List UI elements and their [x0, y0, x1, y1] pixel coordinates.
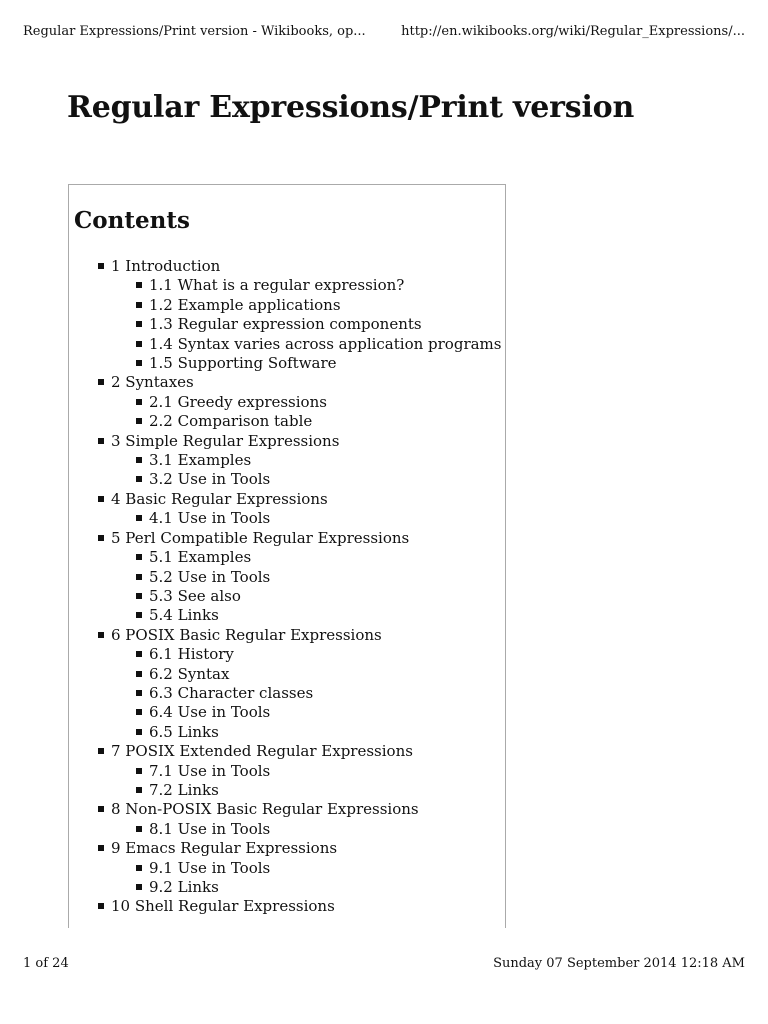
toc-link-label: 7 POSIX Extended Regular Expressions: [111, 742, 413, 761]
toc-subitem: [136, 684, 505, 703]
toc-sublink[interactable]: [136, 548, 505, 567]
toc-sublink-label: 1.5 Supporting Software: [149, 354, 337, 373]
toc-subitem: [136, 393, 505, 412]
toc-link[interactable]: [98, 529, 505, 548]
toc-link[interactable]: [98, 490, 505, 509]
bullet-icon: [136, 729, 142, 735]
toc-subitem: [136, 354, 505, 373]
toc-sublink-label: 5.2 Use in Tools: [149, 567, 271, 586]
bullet-icon: [98, 438, 104, 444]
bullet-icon: [136, 321, 142, 327]
toc-sublink[interactable]: [136, 296, 505, 315]
toc-item: [98, 839, 505, 897]
toc-subitem: [136, 665, 505, 684]
bullet-icon: [136, 399, 142, 405]
table-of-contents: [68, 184, 506, 928]
header-url: http://en.wikibooks.org/wiki/Regular_Expressions/...: [401, 24, 745, 39]
bullet-icon: [136, 671, 142, 677]
toc-subitem: [136, 315, 505, 334]
bullet-icon: [136, 554, 142, 560]
toc-sublink[interactable]: [136, 820, 505, 839]
toc-sublink[interactable]: [136, 587, 505, 606]
toc-link-label: 1 Introduction: [111, 257, 221, 275]
toc-subitem: [136, 781, 505, 800]
toc-item: [98, 490, 505, 529]
toc-subitem: [136, 548, 505, 567]
toc-subitem: [136, 296, 505, 315]
toc-sublist: [98, 548, 505, 626]
toc-subitem: [136, 762, 505, 781]
print-datetime: Sunday 07 September 2014 12:18 AM: [493, 956, 745, 971]
bullet-icon: [98, 845, 104, 851]
toc-sublink-label: 9.2 Links: [149, 878, 219, 896]
toc-subitem: [136, 509, 505, 528]
toc-item: [98, 432, 505, 490]
toc-sublink-label: 3.2 Use in Tools: [149, 470, 271, 489]
toc-sublink[interactable]: [136, 393, 505, 412]
toc-sublink[interactable]: [136, 568, 505, 587]
print-header: [23, 24, 745, 40]
toc-link[interactable]: [98, 257, 505, 276]
toc-sublink-label: 9.1 Use in Tools: [149, 858, 271, 877]
toc-item: [98, 626, 505, 742]
toc-subitem: [136, 645, 505, 664]
toc-sublink[interactable]: [136, 606, 505, 625]
toc-sublink-label: 6.2 Syntax: [149, 664, 230, 683]
toc-sublink-label: 5.4 Links: [149, 606, 219, 625]
bullet-icon: [98, 903, 104, 909]
toc-sublink[interactable]: [136, 354, 505, 373]
bullet-icon: [98, 496, 104, 502]
toc-sublink[interactable]: [136, 665, 505, 684]
toc-subitem: [136, 723, 505, 742]
toc-sublink-label: 5.1 Examples: [149, 548, 252, 567]
toc-link-label: 5 Perl Compatible Regular Expressions: [111, 528, 410, 547]
toc-sublink-label: 6.4 Use in Tools: [149, 703, 271, 722]
toc-subitem: [136, 606, 505, 625]
toc-sublink[interactable]: [136, 878, 505, 897]
toc-sublist: [98, 859, 505, 898]
bullet-icon: [136, 787, 142, 793]
toc-link[interactable]: [98, 432, 505, 451]
toc-sublist: [98, 820, 505, 839]
toc-sublink[interactable]: [136, 470, 505, 489]
bullet-icon: [98, 632, 104, 638]
toc-sublink-label: 7.2 Links: [149, 780, 219, 799]
bullet-icon: [136, 515, 142, 521]
toc-item: [98, 373, 505, 431]
bullet-icon: [136, 282, 142, 288]
toc-sublink-label: 1.4 Syntax varies across application programs: [149, 334, 502, 353]
toc-list: [98, 257, 505, 917]
toc-item: [98, 897, 505, 916]
toc-sublink[interactable]: [136, 684, 505, 703]
toc-sublink-label: 2.2 Comparison table: [149, 412, 313, 431]
bullet-icon: [136, 457, 142, 463]
toc-item: [98, 800, 505, 839]
toc-subitem: [136, 568, 505, 587]
toc-subitem: [136, 703, 505, 722]
toc-sublink[interactable]: [136, 781, 505, 800]
bullet-icon: [98, 263, 104, 269]
bullet-icon: [136, 476, 142, 482]
toc-link[interactable]: [98, 742, 505, 761]
toc-sublist: [98, 645, 505, 742]
bullet-icon: [136, 884, 142, 890]
toc-sublink-label: 7.1 Use in Tools: [149, 761, 271, 780]
bullet-icon: [98, 535, 104, 541]
toc-sublink[interactable]: [136, 509, 505, 528]
toc-sublink-label: 3.1 Examples: [149, 451, 252, 470]
toc-sublink-label: 1.1 What is a regular expression?: [149, 276, 405, 295]
bullet-icon: [136, 690, 142, 696]
toc-link[interactable]: [98, 373, 505, 392]
toc-sublink[interactable]: [136, 412, 505, 431]
toc-sublink[interactable]: [136, 762, 505, 781]
toc-link[interactable]: [98, 626, 505, 645]
toc-link-label: 6 POSIX Basic Regular Expressions: [111, 625, 382, 644]
toc-sublist: [98, 276, 505, 373]
toc-item: [98, 529, 505, 626]
toc-link-label: 2 Syntaxes: [111, 373, 194, 392]
toc-sublist: [98, 393, 505, 432]
toc-sublist: [98, 762, 505, 801]
toc-sublist: [98, 509, 505, 528]
toc-sublink[interactable]: [136, 276, 505, 295]
toc-link-label: 9 Emacs Regular Expressions: [111, 839, 338, 858]
toc-sublink[interactable]: [136, 315, 505, 334]
bullet-icon: [136, 709, 142, 715]
bullet-icon: [136, 768, 142, 774]
toc-subitem: [136, 859, 505, 878]
toc-link-label: 8 Non-POSIX Basic Regular Expressions: [111, 800, 419, 819]
toc-link-label: 10 Shell Regular Expressions: [111, 897, 335, 916]
bullet-icon: [136, 341, 142, 347]
toc-item: [98, 257, 505, 373]
toc-subitem: [136, 451, 505, 470]
toc-sublink-label: 8.1 Use in Tools: [149, 819, 271, 838]
print-footer: [23, 956, 745, 972]
toc-sublink[interactable]: [136, 645, 505, 664]
toc-link[interactable]: [98, 800, 505, 819]
bullet-icon: [136, 651, 142, 657]
toc-sublink[interactable]: [136, 451, 505, 470]
toc-subitem: [136, 276, 505, 295]
bullet-icon: [136, 865, 142, 871]
bullet-icon: [98, 379, 104, 385]
toc-subitem: [136, 587, 505, 606]
toc-sublink-label: 1.3 Regular expression components: [149, 315, 422, 334]
toc-subitem: [136, 820, 505, 839]
toc-sublink[interactable]: [136, 335, 505, 354]
page-title: Regular Expressions/Print version: [67, 90, 635, 125]
toc-sublist: [98, 451, 505, 490]
bullet-icon: [136, 826, 142, 832]
toc-sublink-label: 2.1 Greedy expressions: [149, 392, 327, 411]
bullet-icon: [136, 360, 142, 366]
toc-subitem: [136, 470, 505, 489]
page-count: 1 of 24: [23, 956, 69, 971]
toc-sublink[interactable]: [136, 723, 505, 742]
bullet-icon: [98, 806, 104, 812]
toc-link[interactable]: [98, 897, 505, 916]
toc-link-label: 4 Basic Regular Expressions: [111, 489, 328, 508]
toc-sublink-label: 1.2 Example applications: [149, 295, 341, 314]
bullet-icon: [136, 612, 142, 618]
toc-sublink[interactable]: [136, 859, 505, 878]
toc-sublink-label: 6.3 Character classes: [149, 683, 314, 702]
bullet-icon: [98, 748, 104, 754]
toc-sublink[interactable]: [136, 703, 505, 722]
toc-sublink-label: 6.5 Links: [149, 722, 219, 741]
toc-subitem: [136, 335, 505, 354]
toc-title: Contents: [74, 207, 190, 234]
toc-subitem: [136, 878, 505, 897]
bullet-icon: [136, 302, 142, 308]
bullet-icon: [136, 593, 142, 599]
bullet-icon: [136, 418, 142, 424]
toc-link[interactable]: [98, 839, 505, 858]
toc-sublink-label: 6.1 History: [149, 645, 234, 664]
toc-sublink-label: 4.1 Use in Tools: [149, 509, 271, 528]
toc-link-label: 3 Simple Regular Expressions: [111, 431, 340, 450]
toc-item: [98, 742, 505, 800]
toc-sublink-label: 5.3 See also: [149, 586, 241, 605]
header-doc-title: Regular Expressions/Print version - Wikibooks, op...: [23, 24, 366, 39]
toc-subitem: [136, 412, 505, 431]
bullet-icon: [136, 574, 142, 580]
